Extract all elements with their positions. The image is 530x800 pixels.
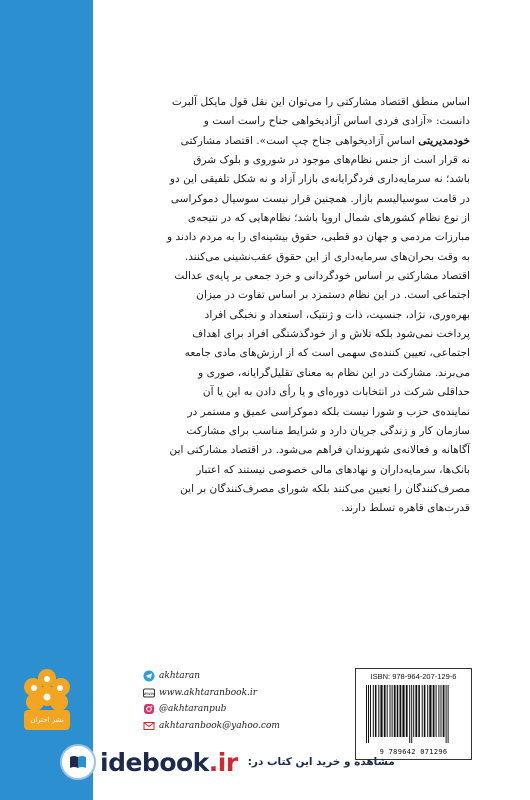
barcode-bars	[364, 685, 464, 745]
back-cover-text	[132, 93, 470, 519]
barcode-bar	[413, 685, 414, 737]
text-line: اجتماعی، تعیین کننده‌ی سهمی است که از ارزش‌های مادی جامعه	[184, 347, 470, 360]
isbn-label: ISBN: 978-964-207-129-6	[370, 672, 457, 681]
barcode-bar	[378, 685, 379, 737]
barcode-bar	[380, 685, 382, 737]
web-icon	[143, 687, 155, 699]
book-icon	[60, 744, 96, 780]
text-line: نه قرار است از جنس نظام‌های موجود در شوروی و بلوک شرق	[193, 154, 470, 167]
brand-suffix: .ir	[208, 747, 238, 777]
barcode-bar	[400, 685, 402, 737]
barcode-bar	[436, 685, 437, 737]
bold-phrase: خودمدیریتی	[418, 134, 470, 147]
idebook-watermark[interactable]	[60, 745, 500, 779]
telegram-handle: akhtaran	[159, 671, 201, 682]
text-line: از نوع نظام کشورهای شمال اروپا باشد؛ نظام‌هایی که در نتیجه‌ی	[187, 212, 470, 225]
contact-row-telegram[interactable]	[143, 668, 343, 685]
publisher-flower-logo	[18, 668, 76, 734]
text-line: اقتصاد مشارکتی بر اساس خودگردانی و خرد جمعی بر پایه‌ی عدالت	[174, 270, 470, 283]
barcode-bar	[424, 685, 426, 737]
barcode-bar	[441, 685, 442, 737]
contact-row-web[interactable]	[143, 685, 343, 702]
barcode-bar	[433, 685, 435, 737]
barcode-bar	[411, 685, 412, 743]
text-line: مبارزات مردمی و جهان دو قطبی، حقوق بیشینه‌ای را به مردم دادند و	[167, 231, 470, 244]
barcode-bar	[375, 685, 377, 737]
instagram-handle: @akhtaranpub	[159, 704, 227, 715]
svg-text:www: www	[143, 691, 155, 697]
text-line: در قامت سوسیالیسم بازار. همچنین قرار نیست سوسیال دموکراسی	[170, 192, 470, 205]
email-icon	[143, 720, 155, 732]
contact-row-instagram[interactable]	[143, 701, 343, 718]
barcode-bar	[370, 685, 371, 737]
watermark-cta: مشاهده و خرید این کتاب در:	[247, 756, 395, 768]
text-line: مصرف‌کنندگان را تعیین می‌کنند بلکه شورای مصرف‌کنندگان بر این	[180, 482, 470, 495]
text-line: دانست: «آزادی فردی اساس آزادیخواهی جناح راست است و	[203, 115, 470, 128]
text-line: نماینده‌ی حزب و شورا نیست بلکه دموکراسی عمیق و مستمر در	[187, 405, 470, 418]
text-line: به وقت بحران‌های سرمایه‌داری از این حقوق عقب‌نشینی می‌کنند.	[184, 250, 470, 263]
barcode-bar	[397, 685, 399, 737]
text-line: سازمان کار و زندگی جریان دارد و شرایط مناسب برای مشارکت	[186, 424, 470, 437]
text-line: اساس منطق اقتصاد مشارکتی را می‌توان این نقل قول مایکل آلبرت	[171, 96, 470, 108]
barcode-bar	[390, 685, 391, 737]
text-line: پرداخت نمی‌شود بلکه تلاش و از خودگذشتگی افراد برای اهداف	[192, 328, 470, 341]
email-address: akhtaranbook@yahoo.com	[159, 720, 280, 731]
barcode-bar	[429, 685, 431, 737]
telegram-icon	[143, 670, 155, 682]
barcode-bar	[415, 685, 417, 737]
barcode-bar	[402, 685, 404, 737]
text-line: اجتماعی است. در این نظام دستمزد بر اساس تفاوت در میزان	[196, 289, 470, 302]
barcode-bar	[368, 685, 369, 743]
text-line: حداقلی شرکت در انتخابات دوره‌ای و یا رأی دادن به این یا آن	[202, 386, 470, 399]
text-line: قدرت‌های قاهره تسلط دارند.	[341, 502, 470, 515]
barcode-bar	[409, 685, 410, 743]
text-line: خودمدیریتی اساس آزادیخواهی جناح چپ است». اقتصاد مشارکتی	[180, 134, 470, 147]
barcode-bar	[443, 685, 445, 737]
barcode-digits: 9 789642 071296	[379, 748, 448, 756]
text-line: باشد؛ نه سرمایه‌داری فردگرایانه‌ی بازار آزاد و نه شکل تلفیقی این دو	[169, 173, 470, 186]
barcode-bar	[448, 685, 449, 743]
contact-row-email[interactable]	[143, 718, 343, 735]
website-url: www.akhtaranbook.ir	[159, 687, 258, 698]
text-line: می‌برند. مشارکت در این نظام به معنای تقلیل‌گرایانه، صوری و	[198, 366, 470, 379]
publisher-name: نشر اختران	[30, 716, 64, 724]
text-line: آگاهانه و فعالانه‌ی شهروندان فراهم می‌شود. در اقتصاد مشارکتی این	[169, 444, 470, 457]
barcode-bar	[438, 685, 439, 737]
barcode-bar	[406, 685, 408, 737]
barcode-bar	[392, 685, 393, 737]
barcode-bar	[366, 685, 367, 743]
brand-prefix: idebook	[100, 747, 209, 777]
barcode-bar	[373, 685, 374, 737]
contact-list	[143, 668, 343, 734]
barcode-bar	[418, 685, 420, 737]
barcode-bar	[384, 685, 386, 737]
instagram-icon	[143, 703, 155, 715]
barcode-bar	[387, 685, 388, 737]
barcode-bar	[394, 685, 396, 737]
barcode-bar	[422, 685, 423, 737]
barcode-bar	[427, 685, 428, 737]
idebook-brand	[100, 748, 238, 777]
barcode-bar	[446, 685, 447, 743]
text-line: بهره‌وری، نژاد، جنسیت، ذات و ژنتیک، استعداد و نخبگی افراد	[204, 308, 470, 321]
text-line: بانک‌ها، سرمایه‌داران و نهادهای مالی خصوصی نیستند که اعتبار	[196, 463, 470, 476]
